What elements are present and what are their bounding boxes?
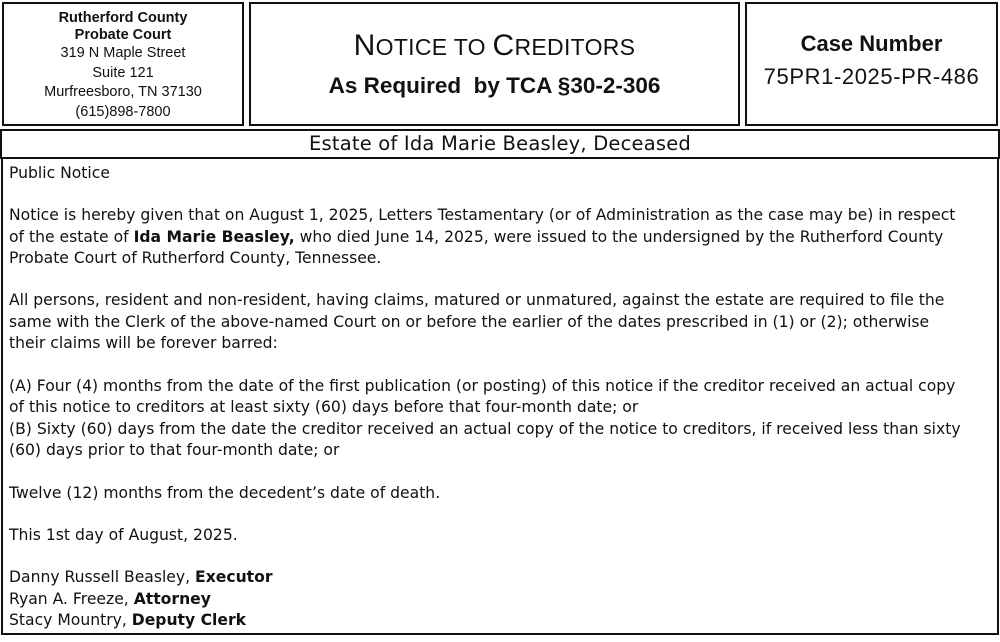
signer-role: Executor bbox=[195, 568, 273, 586]
twelve-months-clause: Twelve (12) months from the decedent’s date of death. bbox=[9, 484, 441, 502]
title-initial-n: N bbox=[353, 29, 376, 62]
paragraph-2-line-1: All persons, resident and non-resident, having claims, matured or unmatured, against the estate are required to file the bbox=[9, 291, 945, 309]
notice-title bbox=[251, 29, 738, 64]
signature-deputy-clerk bbox=[9, 610, 246, 632]
court-phone: (615)898-7800 bbox=[75, 103, 171, 120]
signature-attorney bbox=[9, 589, 211, 611]
estate-title: Estate of Ida Marie Beasley, Deceased bbox=[308, 132, 692, 155]
clause-b-line-1: (B) Sixty (60) days from the date the creditor received an actual copy of the notice to creditors, if received less than sixty bbox=[9, 420, 961, 438]
paragraph-2-line-2: same with the Clerk of the above-named Court on or before the earlier of the dates prescribed in (1) or (2); otherwise bbox=[9, 313, 930, 331]
decedent-name: Ida Marie Beasley, bbox=[133, 228, 295, 246]
signer-role: Deputy Clerk bbox=[131, 611, 247, 629]
paragraph-2-line-3: their claims will be forever barred: bbox=[9, 334, 278, 352]
dated-line: This 1st day of August, 2025. bbox=[9, 526, 238, 544]
court-city: Murfreesboro, TN 37130 bbox=[44, 84, 202, 100]
case-number-box bbox=[745, 2, 998, 126]
paragraph-1-line-2 bbox=[9, 227, 943, 249]
clause-a-line-1: (A) Four (4) months from the date of the first publication (or posting) of this notice if the creditor received an actual copy bbox=[9, 377, 956, 395]
paragraph-1-line-3: Probate Court of Rutherford County, Tennessee. bbox=[9, 249, 382, 267]
paragraph-1-line-1: Notice is hereby given that on August 1, 2025, Letters Testamentary (or of Administration as the case may be) in respect bbox=[9, 206, 956, 224]
title-initial-c: C bbox=[492, 29, 515, 62]
signer-name: Stacy Mountry, bbox=[9, 611, 132, 629]
clause-b-line-2: (60) days prior to that four-month date; or bbox=[9, 441, 340, 459]
notice-title-box bbox=[249, 2, 740, 126]
court-suite: Suite 121 bbox=[92, 64, 154, 81]
court-info-box bbox=[2, 2, 244, 126]
case-number-value: 75PR1-2025-PR-486 bbox=[763, 64, 980, 89]
clause-a-line-2: of this notice to creditors at least sixty (60) days before that four-month date; or bbox=[9, 398, 639, 416]
court-street: 319 N Maple Street bbox=[60, 45, 186, 61]
title-part-1: OTICE TO bbox=[375, 34, 493, 60]
case-number-label: Case Number bbox=[800, 31, 943, 56]
title-part-2: REDITORS bbox=[514, 34, 636, 60]
signature-executor bbox=[9, 567, 273, 589]
public-notice-heading: Public Notice bbox=[9, 164, 110, 182]
signer-name: Danny Russell Beasley, bbox=[9, 568, 196, 586]
court-name-line1: Rutherford County bbox=[58, 10, 188, 26]
signer-name: Ryan A. Freeze, bbox=[9, 590, 134, 608]
signer-role: Attorney bbox=[133, 590, 211, 608]
court-name-line2: Probate Court bbox=[74, 27, 172, 43]
p1-line2-post: who died June 14, 2025, were issued to the undersigned by the Rutherford County bbox=[294, 228, 944, 246]
p1-line2-pre: of the estate of bbox=[9, 228, 134, 246]
notice-subtitle: As Required by TCA §30-2-306 bbox=[328, 73, 661, 98]
